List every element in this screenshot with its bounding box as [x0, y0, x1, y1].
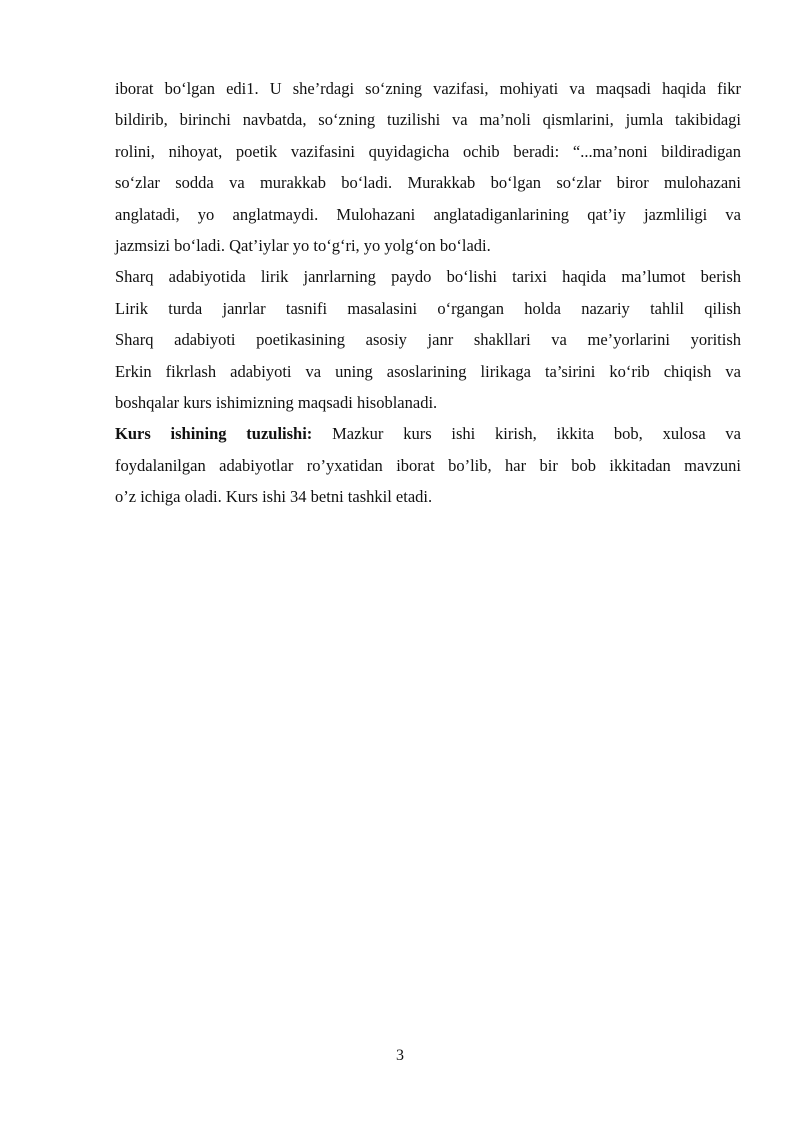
text-line: Sharq adabiyotida lirik janrlarning paydo bo‘lishi tarixi haqida ma’lumot berish	[115, 267, 741, 287]
paragraph-kurs-tuzilishi	[115, 418, 741, 512]
page-body	[115, 73, 741, 513]
page-number: 3	[396, 1047, 404, 1064]
text-line: bildirib, birinchi navbatda, so‘zning tuzilishi va ma’noli qismlarini, jumla takibidagi	[115, 110, 741, 130]
section-heading: Kurs ishining tuzulishi:	[115, 424, 313, 444]
paragraph-lirik-sheriyat	[115, 73, 741, 261]
text-line: Lirik turda janrlar tasnifi masalasini o‘rgangan holda nazariy tahlil qilish	[115, 298, 741, 318]
text-line: foydalanilgan adabiyotlar ro’yxatidan iborat bo’lib, har bir bob ikkitadan mavzuni	[115, 455, 741, 475]
text-line: so‘zlar sodda va murakkab bo‘ladi. Murakkab bo‘lgan so‘zlar biror mulohazani	[115, 173, 741, 193]
text-line	[115, 418, 741, 449]
text-line: boshqalar kurs ishimizning maqsadi hisoblanadi.	[115, 393, 438, 413]
text-line: o’z ichiga oladi. Kurs ishi 34 betni tashkil etadi.	[115, 487, 433, 507]
text-line: anglatadi, yo anglatmaydi. Mulohazani anglatadiganlarining qat’iy jazmliligi va	[115, 204, 741, 224]
text-line: Sharq adabiyoti poetikasining asosiy janr shakllari va me’yorlarini yoritish	[115, 330, 741, 350]
text-line: jazmsizi bo‘ladi. Qat’iylar yo to‘g‘ri, yo yolg‘on bo‘ladi.	[115, 236, 491, 256]
heading-line-text: Mazkur kurs ishi kirish, ikkita bob, xulosa va	[332, 424, 742, 444]
text-line: iborat bo‘lgan edi1. U she’rdagi so‘zning vazifasi, mohiyati va maqsadi haqida fikr	[115, 79, 741, 98]
text-line: rolini, nihoyat, poetik vazifasini quyidagicha ochib beradi: “...ma’noni bildiradigan	[115, 141, 741, 161]
text-line: Erkin fikrlash adabiyoti va uning asoslarining lirikaga ta’sirini ko‘rib chiqish va	[115, 361, 741, 381]
paragraph-maqsad	[115, 261, 741, 418]
